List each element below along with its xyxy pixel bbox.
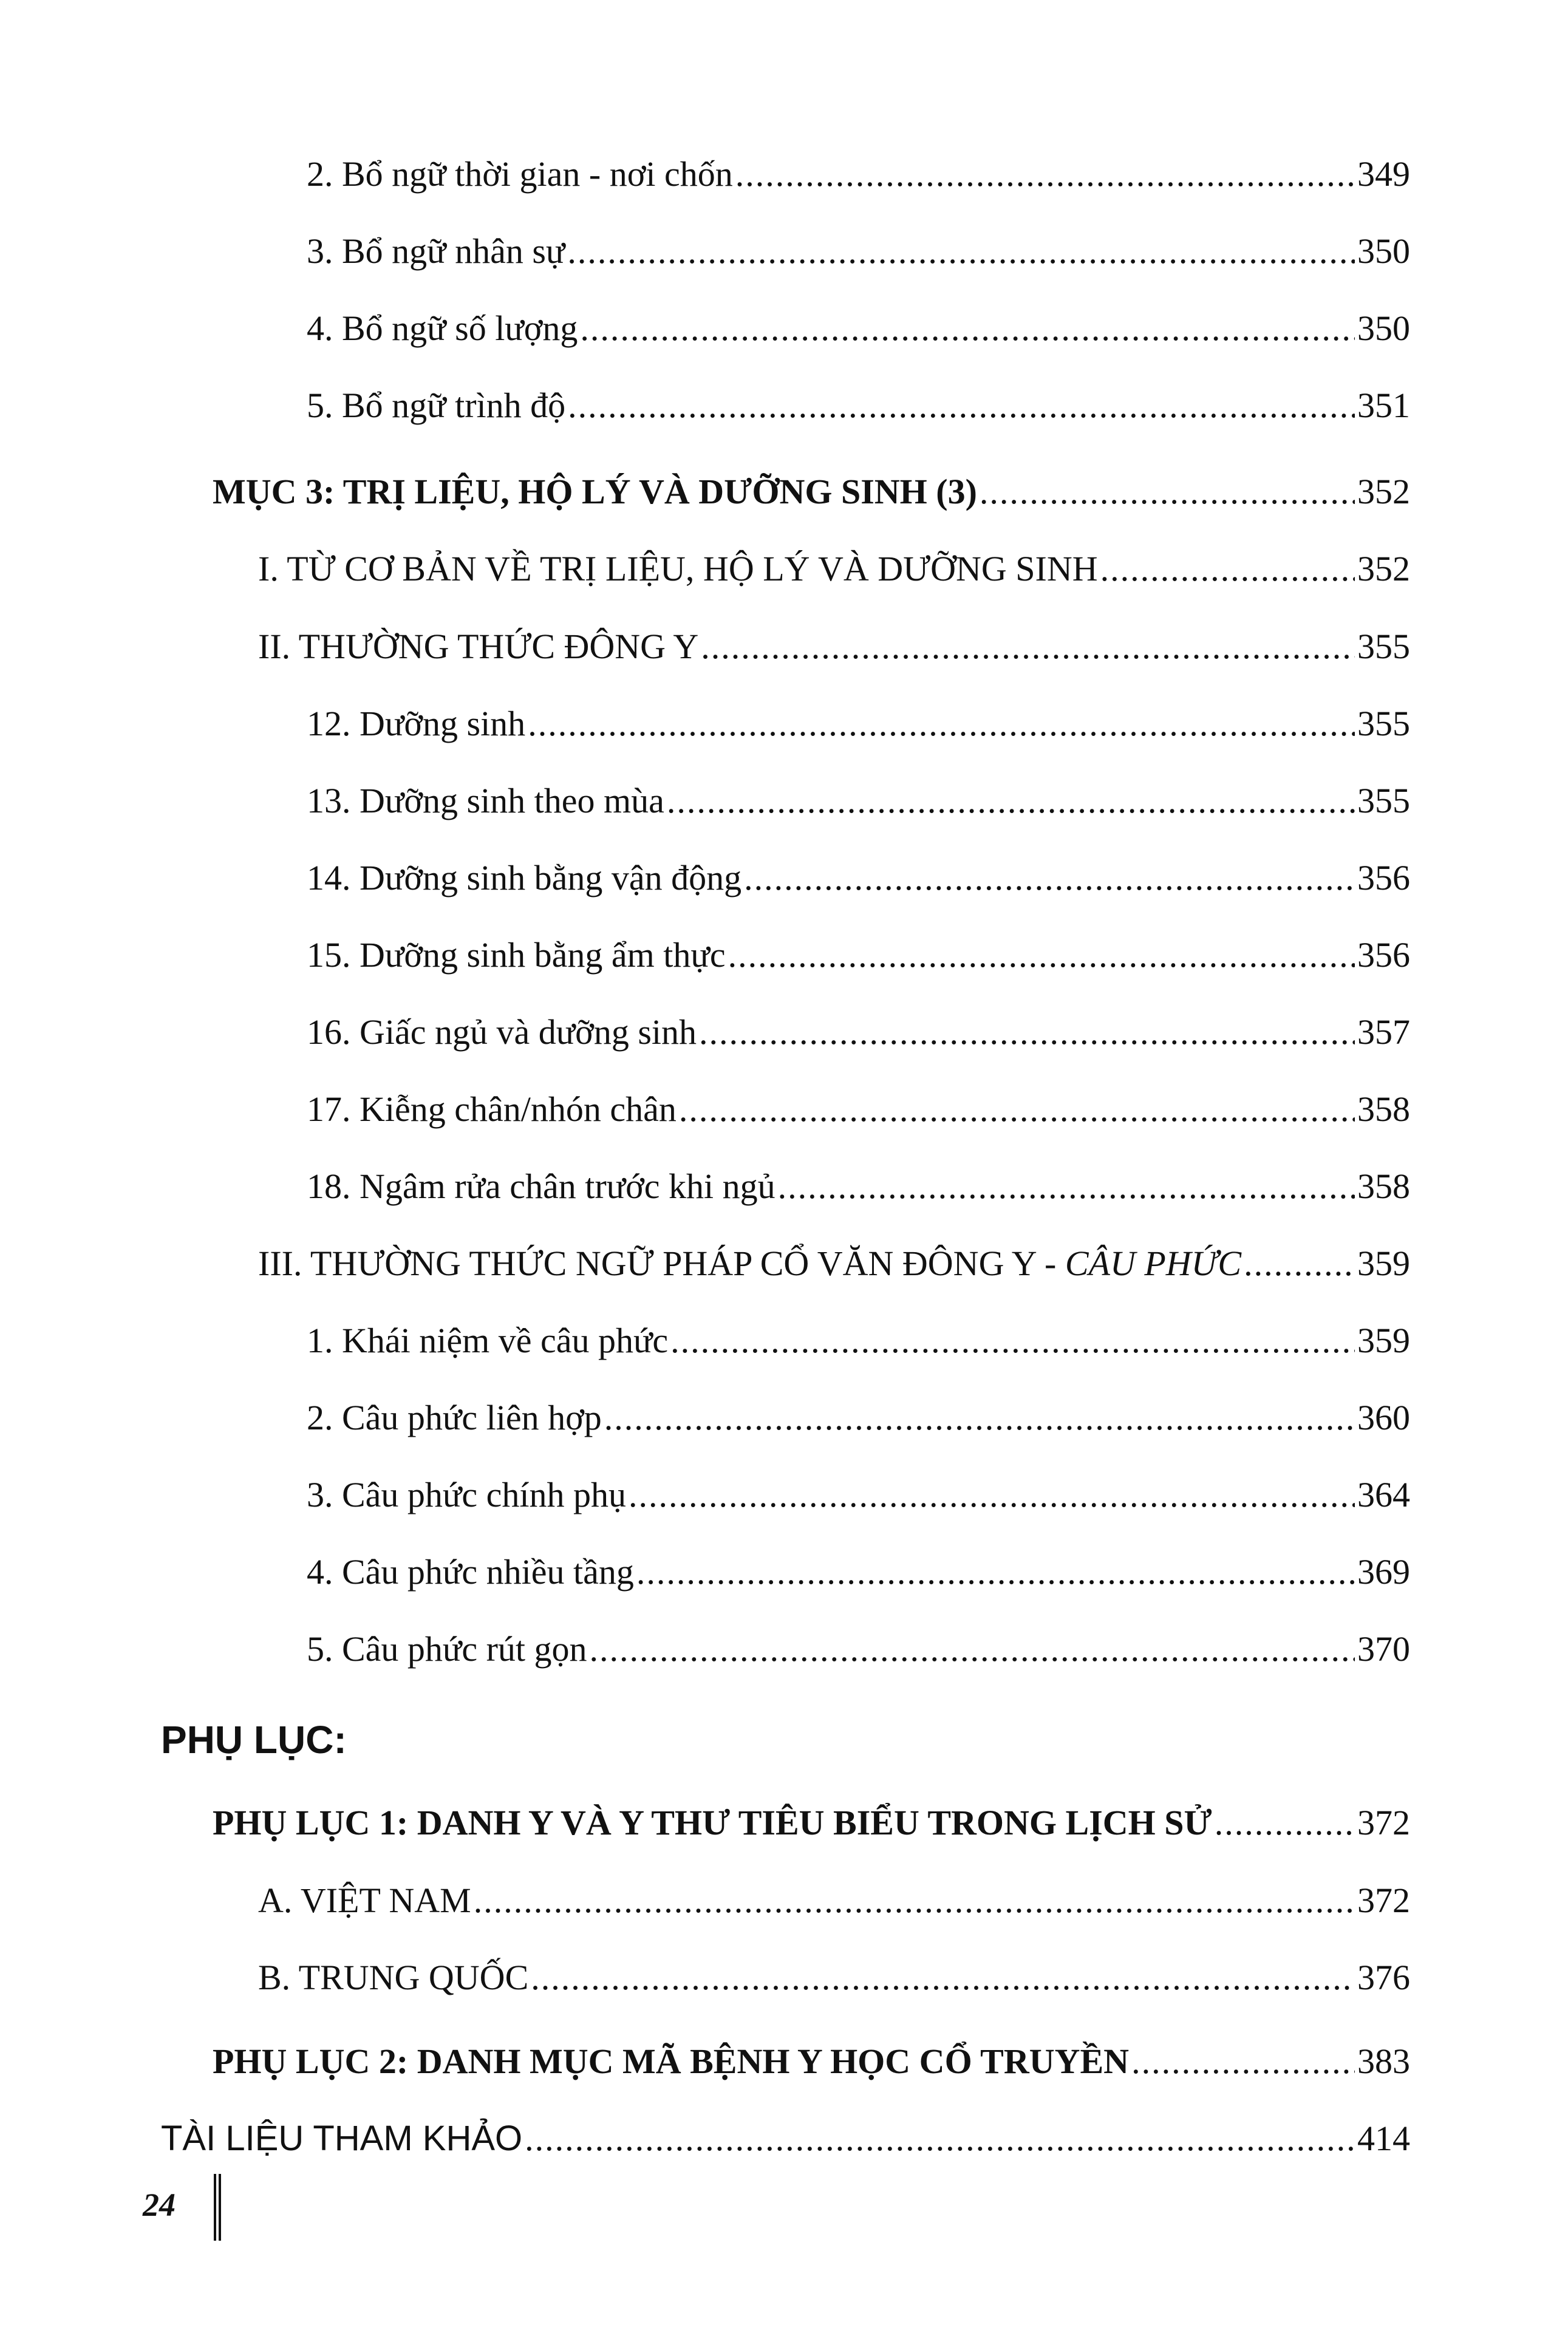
toc-entry-page: 359 [1357,1321,1410,1360]
dot-leader [568,386,1355,425]
toc-section-entry [213,1803,1410,1842]
toc-entry-page: 356 [1357,935,1410,975]
toc-entry-page: 350 [1357,308,1410,348]
toc-entry-page: 370 [1357,1629,1410,1669]
toc-entry [307,386,1410,425]
toc-entry-title-italic: CÂU PHỨC [1065,1244,1242,1283]
toc-entry [307,155,1410,194]
toc-entry-page: 364 [1357,1475,1410,1514]
toc-entry-page: 351 [1357,386,1410,425]
dot-leader [744,859,1355,897]
toc-entry [307,1090,1410,1129]
toc-entry [258,1881,1410,1920]
toc-entry-page: 355 [1357,627,1410,666]
dot-leader [567,232,1355,271]
toc-entry [307,1321,1410,1360]
dot-leader [525,2119,1355,2158]
toc-entry-title: 5. Câu phức rút gọn [307,1629,587,1669]
toc-entry [307,232,1410,271]
toc-entry-page: 376 [1357,1958,1410,1997]
toc-entry [258,1958,1410,1997]
appendix-heading: PHỤ LỤC: [161,1718,347,1762]
dot-leader [629,1476,1355,1514]
toc-entry-page: 358 [1357,1089,1410,1129]
toc-entry [307,309,1410,348]
toc-entry [258,627,1410,666]
toc-entry-title: 3. Bổ ngữ nhân sự [307,231,565,271]
toc-entry-title: II. THƯỜNG THỨC ĐÔNG Y [258,627,699,666]
toc-entry [307,1013,1410,1052]
dot-leader [701,627,1355,666]
toc-entry [258,550,1410,588]
toc-entry-title: 5. Bổ ngữ trình độ [307,386,566,425]
dot-leader [679,1090,1355,1129]
toc-entry-title [258,1244,1241,1283]
toc-entry [307,1553,1410,1592]
toc-entry-page: 357 [1357,1012,1410,1052]
toc-entry-page: 372 [1357,1881,1410,1920]
toc-entry-page: 355 [1357,781,1410,820]
toc-entry-title: 3. Câu phức chính phụ [307,1475,626,1514]
toc-entry-page: 414 [1357,2119,1410,2158]
toc-entry-title: 4. Câu phức nhiều tầng [307,1552,634,1592]
dot-leader [778,1167,1355,1206]
toc-entry-title: I. TỪ CƠ BẢN VỀ TRỊ LIỆU, HỘ LÝ VÀ DƯỠNG SINH [258,549,1098,588]
dot-leader [528,704,1355,743]
dot-leader [667,782,1355,820]
toc-entry-page: 356 [1357,858,1410,897]
toc-entry-page: 349 [1357,154,1410,194]
toc-entry [307,1167,1410,1206]
toc-entry-title: B. TRUNG QUỐC [258,1958,529,1997]
toc-entry [258,1244,1410,1283]
toc-entry-title: 17. Kiễng chân/nhón chân [307,1089,677,1129]
dot-leader [699,1013,1355,1052]
dot-leader [590,1630,1355,1669]
dot-leader [1215,1803,1355,1842]
dot-leader [636,1553,1355,1592]
toc-entry-page: 383 [1357,2042,1410,2081]
toc-entry-page: 358 [1357,1166,1410,1206]
toc-entry-title: PHỤ LỤC 1: DANH Y VÀ Y THƯ TIÊU BIỂU TRONG LỊCH SỬ [213,1803,1212,1842]
dot-leader [980,472,1355,511]
toc-entry-page: 372 [1357,1803,1410,1842]
toc-entry-title: 12. Dưỡng sinh [307,704,526,743]
toc-entry-page: 352 [1357,472,1410,511]
toc-entry-title: 1. Khái niệm về câu phức [307,1321,669,1360]
toc-entry-page: 369 [1357,1552,1410,1592]
dot-leader [670,1321,1355,1360]
toc-entry-title: 4. Bổ ngữ số lượng [307,308,578,348]
footer-divider [214,2174,221,2241]
toc-entry-title-main: III. THƯỜNG THỨC NGỮ PHÁP CỔ VĂN ĐÔNG Y - [258,1244,1065,1283]
page-number: 24 [143,2187,176,2223]
toc-entry-page: 359 [1357,1244,1410,1283]
dot-leader [728,936,1355,975]
toc-entry-page: 352 [1357,549,1410,588]
toc-entry-page: 355 [1357,704,1410,743]
toc-entry-page: 360 [1357,1398,1410,1437]
dot-leader [1244,1244,1355,1283]
dot-leader [474,1881,1355,1920]
toc-entry-title: 16. Giấc ngủ và dưỡng sinh [307,1012,697,1052]
toc-entry [307,1476,1410,1514]
dot-leader [735,155,1355,194]
toc-entry [307,936,1410,975]
toc-entry-title: PHỤ LỤC 2: DANH MỤC MÃ BỆNH Y HỌC CỔ TRUYỀN [213,2042,1130,2081]
toc-entry-title: 2. Câu phức liên hợp [307,1398,602,1437]
toc-entry [307,1398,1410,1437]
toc-entry-title: TÀI LIỆU THAM KHẢO [161,2119,523,2158]
dot-leader [580,309,1355,348]
toc-section-entry [213,2042,1410,2081]
toc-section-entry [213,472,1410,511]
dot-leader [1131,2042,1355,2081]
toc-entry [307,859,1410,897]
toc-entry [161,2119,1410,2158]
toc-entry-title: 13. Dưỡng sinh theo mùa [307,781,664,820]
toc-entry-title: MỤC 3: TRỊ LIỆU, HỘ LÝ VÀ DƯỠNG SINH (3) [213,472,977,511]
toc-entry-title: A. VIỆT NAM [258,1881,471,1920]
toc-entry-title: 14. Dưỡng sinh bằng vận động [307,858,742,897]
toc-entry [307,704,1410,743]
toc-entry-page: 350 [1357,231,1410,271]
toc-entry-title: 18. Ngâm rửa chân trước khi ngủ [307,1166,775,1206]
toc-entry [307,782,1410,820]
dot-leader [604,1398,1355,1437]
toc-entry-title: 15. Dưỡng sinh bằng ẩm thực [307,935,726,975]
toc-entry [307,1630,1410,1669]
toc-entry-title: 2. Bổ ngữ thời gian - nơi chốn [307,154,733,194]
dot-leader [1100,550,1355,588]
dot-leader [531,1958,1355,1997]
